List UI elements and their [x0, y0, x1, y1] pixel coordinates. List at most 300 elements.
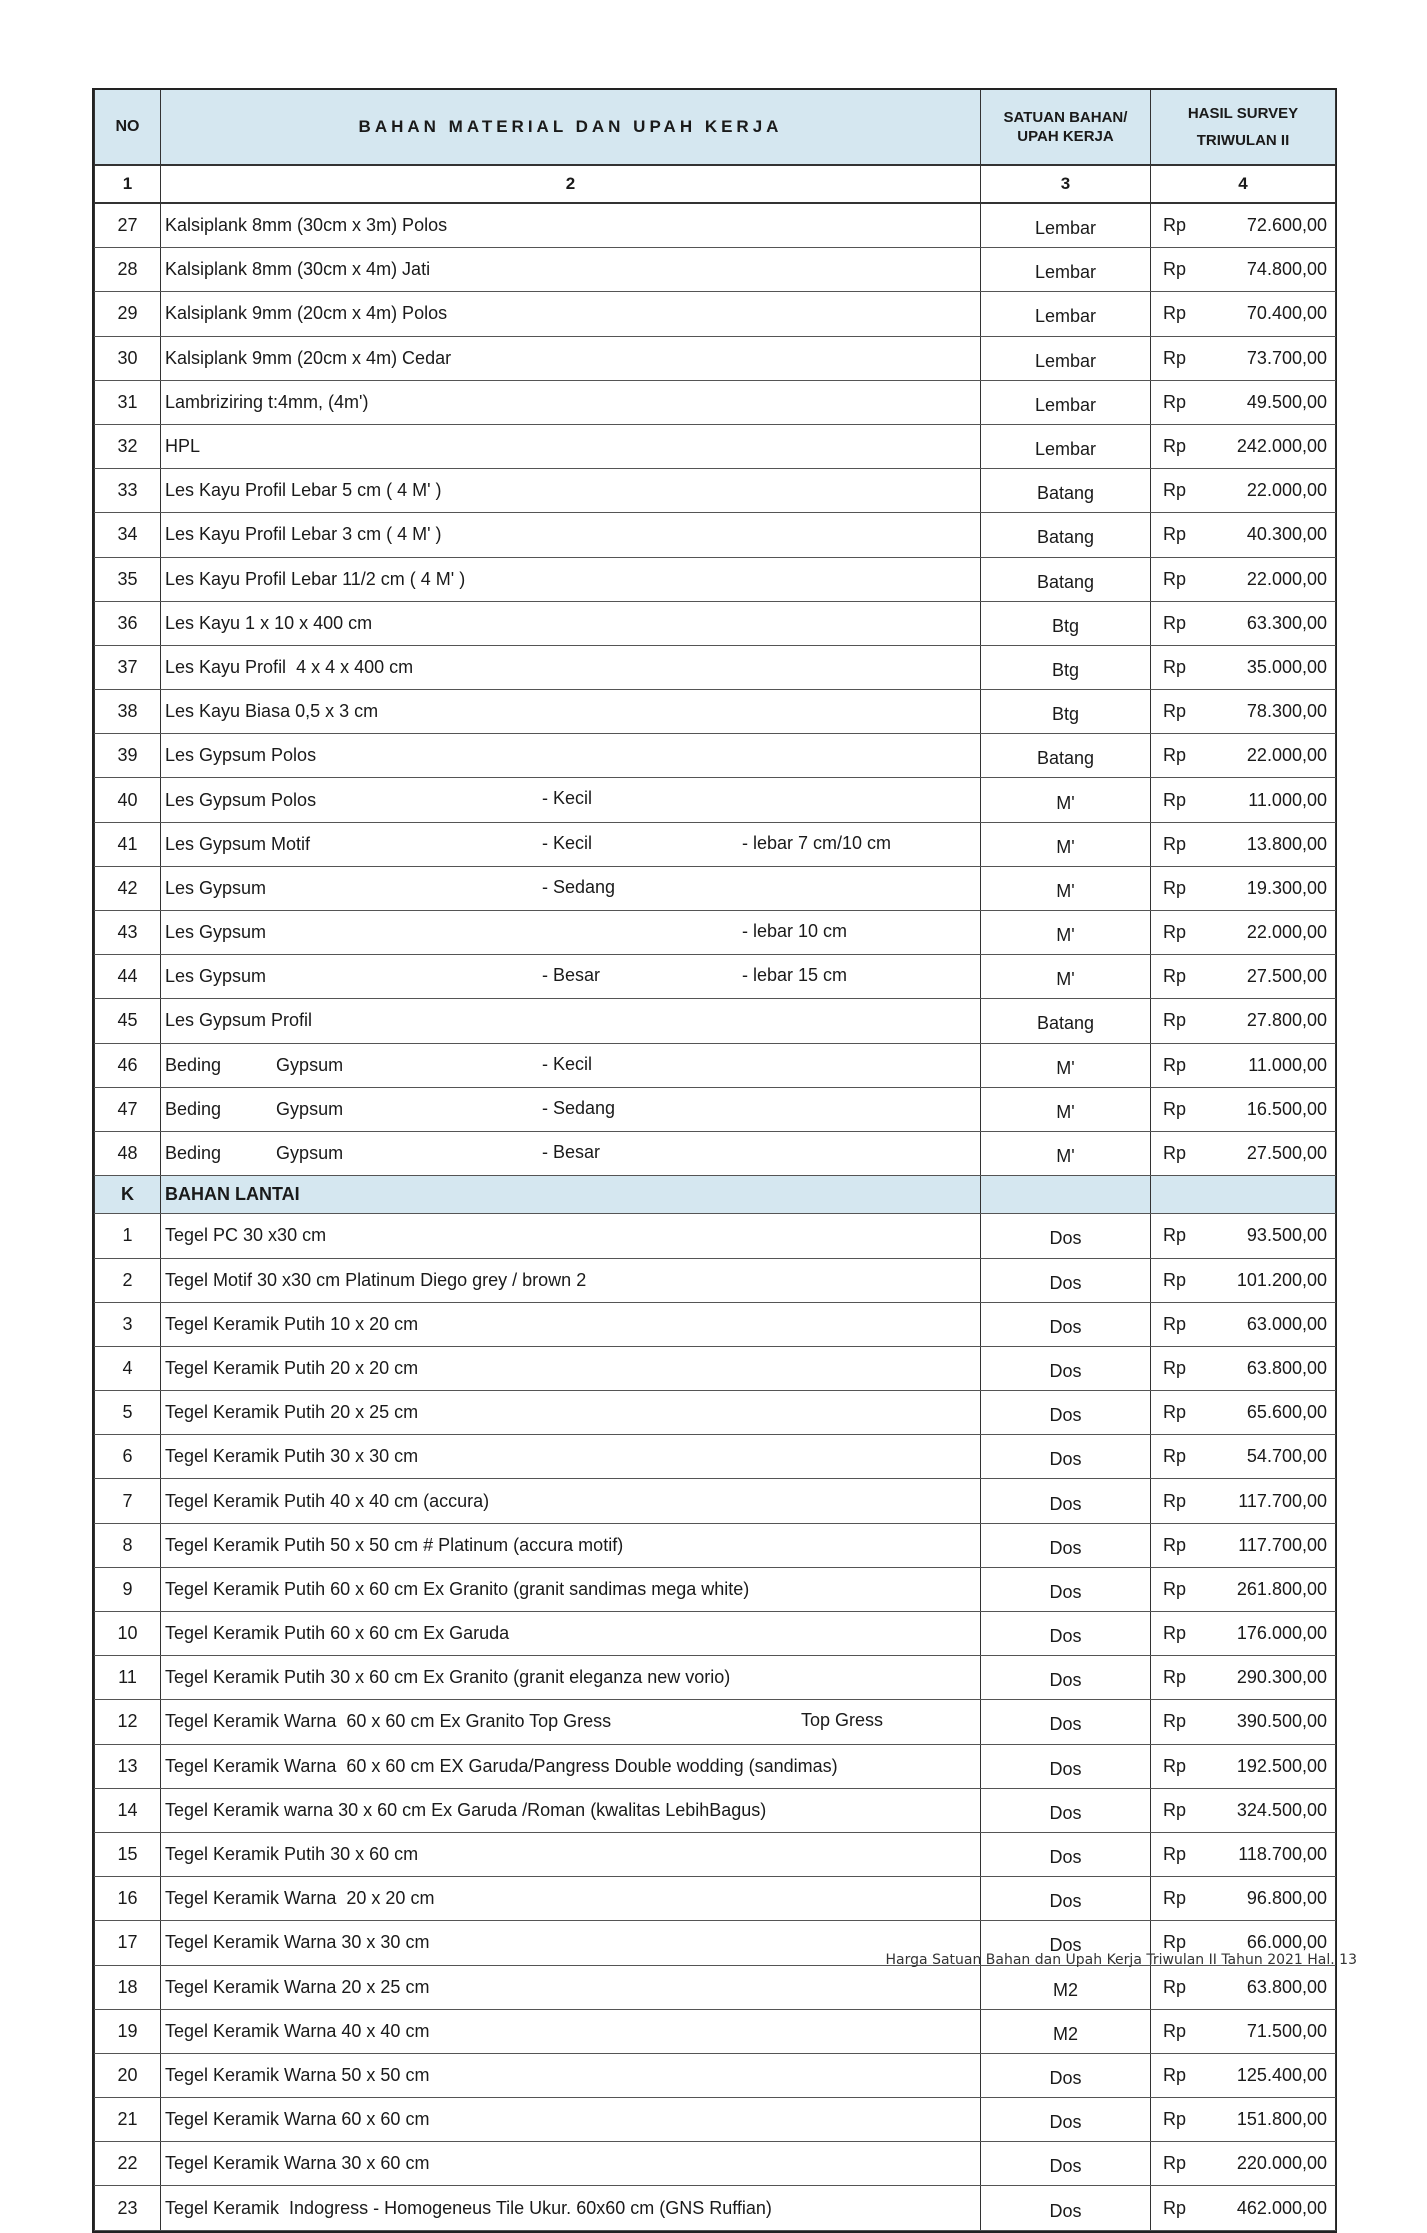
- row-price: 40.300,00: [1206, 513, 1336, 557]
- row-description: [161, 1965, 981, 2009]
- row-currency: Rp: [1151, 999, 1206, 1043]
- table-row: [95, 601, 1336, 645]
- row-currency: Rp: [1151, 1788, 1206, 1832]
- table-row: [95, 1435, 1336, 1479]
- row-currency: Rp: [1151, 469, 1206, 513]
- table-row: [95, 1567, 1336, 1611]
- row-description-text: Tegel Keramik Warna 30 x 30 cm: [165, 1932, 430, 1953]
- row-number: 41: [95, 822, 161, 866]
- row-unit: Dos: [981, 2186, 1151, 2230]
- row-number: 18: [95, 1965, 161, 2009]
- row-unit: Dos: [981, 1788, 1151, 1832]
- row-description: [161, 336, 981, 380]
- row-description-text: Beding Gypsum: [165, 1054, 344, 1075]
- table-row: [95, 469, 1336, 513]
- column-number: 4: [1151, 165, 1336, 203]
- column-number: 2: [161, 165, 981, 203]
- row-size-note: - Besar: [542, 965, 601, 986]
- row-unit: M': [981, 911, 1151, 955]
- table-row: [95, 1087, 1336, 1131]
- row-price: 220.000,00: [1206, 2142, 1336, 2186]
- table-row: [95, 557, 1336, 601]
- row-currency: Rp: [1151, 380, 1206, 424]
- column-number-row: [95, 165, 1336, 203]
- row-currency: Rp: [1151, 1346, 1206, 1390]
- row-unit: M': [981, 778, 1151, 822]
- row-price: 462.000,00: [1206, 2186, 1336, 2230]
- table-header-row: [95, 90, 1336, 165]
- row-price: 70.400,00: [1206, 292, 1336, 336]
- row-price: 63.300,00: [1206, 601, 1336, 645]
- row-unit: Dos: [981, 2053, 1151, 2097]
- row-description: [161, 1214, 981, 1258]
- table-row: [95, 1131, 1336, 1175]
- row-unit: Dos: [981, 1346, 1151, 1390]
- price-table-sheet: [92, 88, 1337, 2233]
- row-description-text: HPL: [165, 436, 201, 457]
- header-title: BAHAN MATERIAL DAN UPAH KERJA: [161, 90, 981, 165]
- row-price: 63.000,00: [1206, 1302, 1336, 1346]
- row-unit: Lembar: [981, 248, 1151, 292]
- row-size-note: - Kecil: [542, 788, 593, 809]
- row-currency: Rp: [1151, 424, 1206, 468]
- section-row: [95, 1176, 1336, 1214]
- row-description: [161, 1087, 981, 1131]
- row-currency: Rp: [1151, 513, 1206, 557]
- row-number: 30: [95, 336, 161, 380]
- row-number: 17: [95, 1921, 161, 1965]
- row-size-note: - Besar: [542, 1141, 601, 1162]
- row-unit: Dos: [981, 1744, 1151, 1788]
- row-currency: Rp: [1151, 1258, 1206, 1302]
- row-price: 151.800,00: [1206, 2098, 1336, 2142]
- row-number: 35: [95, 557, 161, 601]
- row-number: 28: [95, 248, 161, 292]
- row-description: [161, 1700, 981, 1744]
- row-unit: M': [981, 1131, 1151, 1175]
- table-row: [95, 1832, 1336, 1876]
- row-width-note: - lebar 15 cm: [742, 965, 848, 986]
- table-row: [95, 1523, 1336, 1567]
- row-description: [161, 1612, 981, 1656]
- row-price: 35.000,00: [1206, 645, 1336, 689]
- row-unit: Dos: [981, 1523, 1151, 1567]
- row-unit: Dos: [981, 1700, 1151, 1744]
- section-code: K: [95, 1176, 161, 1214]
- table-row: [95, 1043, 1336, 1087]
- row-price: 22.000,00: [1206, 911, 1336, 955]
- row-price: 117.700,00: [1206, 1479, 1336, 1523]
- header-survey-line2: TRIWULAN II: [1196, 132, 1290, 149]
- row-price: 72.600,00: [1206, 203, 1336, 248]
- row-price: 125.400,00: [1206, 2053, 1336, 2097]
- table-row: [95, 1877, 1336, 1921]
- row-price: 11.000,00: [1206, 778, 1336, 822]
- row-currency: Rp: [1151, 1087, 1206, 1131]
- header-survey-line1: HASIL SURVEY: [1187, 105, 1299, 122]
- row-description-text: Les Kayu Profil Lebar 3 cm ( 4 M' ): [165, 524, 442, 545]
- row-price: 27.800,00: [1206, 999, 1336, 1043]
- row-currency: Rp: [1151, 1965, 1206, 2009]
- row-description-text: Tegel Keramik Putih 30 x 60 cm Ex Granito (granit eleganza new vorio): [165, 1667, 731, 1688]
- row-unit: M': [981, 866, 1151, 910]
- row-currency: Rp: [1151, 1656, 1206, 1700]
- row-description-text: Tegel Keramik Warna 40 x 40 cm: [165, 2020, 430, 2041]
- row-number: 47: [95, 1087, 161, 1131]
- row-unit: Batang: [981, 734, 1151, 778]
- row-width-note: - lebar 10 cm: [742, 921, 848, 941]
- row-description: [161, 1877, 981, 1921]
- row-unit: Btg: [981, 601, 1151, 645]
- row-unit: M2: [981, 2009, 1151, 2053]
- row-unit: Dos: [981, 2098, 1151, 2142]
- row-number: 45: [95, 999, 161, 1043]
- row-description: [161, 1258, 981, 1302]
- row-number: 21: [95, 2098, 161, 2142]
- row-description-text: Tegel Keramik warna 30 x 60 cm Ex Garuda /Roman (kwalitas LebihBagus): [165, 1799, 767, 1820]
- row-description: [161, 1479, 981, 1523]
- row-description: [161, 1921, 981, 1965]
- row-number: 39: [95, 734, 161, 778]
- row-currency: Rp: [1151, 557, 1206, 601]
- row-price: 261.800,00: [1206, 1567, 1336, 1611]
- table-row: [95, 645, 1336, 689]
- row-unit: M': [981, 822, 1151, 866]
- row-price: 176.000,00: [1206, 1612, 1336, 1656]
- section-title: BAHAN LANTAI: [161, 1176, 981, 1214]
- row-description: [161, 2009, 981, 2053]
- row-description-text: Tegel Keramik Warna 60 x 60 cm EX Garuda/Pangress Double wodding (sandimas): [165, 1755, 838, 1776]
- row-unit: Dos: [981, 1567, 1151, 1611]
- price-table: [94, 90, 1336, 2231]
- table-row: [95, 513, 1336, 557]
- row-unit: Dos: [981, 1656, 1151, 1700]
- row-number: 44: [95, 955, 161, 999]
- row-number: 42: [95, 866, 161, 910]
- row-description: [161, 822, 981, 866]
- row-unit: Dos: [981, 1258, 1151, 1302]
- row-currency: Rp: [1151, 778, 1206, 822]
- row-number: 48: [95, 1131, 161, 1175]
- row-currency: Rp: [1151, 1832, 1206, 1876]
- row-unit: Lembar: [981, 336, 1151, 380]
- row-description-text: Lambriziring t:4mm, (4m'): [165, 391, 369, 412]
- row-number: 46: [95, 1043, 161, 1087]
- row-price: 74.800,00: [1206, 248, 1336, 292]
- row-currency: Rp: [1151, 1700, 1206, 1744]
- row-currency: Rp: [1151, 2009, 1206, 2053]
- row-number: 10: [95, 1612, 161, 1656]
- row-description-text: Les Gypsum Motif: [165, 833, 311, 854]
- table-row: [95, 380, 1336, 424]
- row-currency: Rp: [1151, 2142, 1206, 2186]
- row-price: 324.500,00: [1206, 1788, 1336, 1832]
- row-description-text: Tegel Keramik Warna 30 x 60 cm: [165, 2153, 430, 2174]
- table-row: [95, 1744, 1336, 1788]
- table-row: [95, 2142, 1336, 2186]
- row-description: [161, 866, 981, 910]
- row-number: 13: [95, 1744, 161, 1788]
- row-price: 118.700,00: [1206, 1832, 1336, 1876]
- row-price: 54.700,00: [1206, 1435, 1336, 1479]
- header-no: NO: [95, 90, 161, 165]
- row-price: 63.800,00: [1206, 1965, 1336, 2009]
- row-description: [161, 734, 981, 778]
- row-description: [161, 601, 981, 645]
- row-description: [161, 1656, 981, 1700]
- table-row: [95, 1214, 1336, 1258]
- row-unit: Btg: [981, 645, 1151, 689]
- row-description-text: Les Gypsum: [165, 922, 267, 943]
- row-number: 6: [95, 1435, 161, 1479]
- table-row: [95, 1700, 1336, 1744]
- row-number: 43: [95, 911, 161, 955]
- row-description-text: Les Kayu Biasa 0,5 x 3 cm: [165, 701, 379, 722]
- row-description: [161, 1523, 981, 1567]
- row-number: 33: [95, 469, 161, 513]
- row-currency: Rp: [1151, 203, 1206, 248]
- row-price: 101.200,00: [1206, 1258, 1336, 1302]
- table-row: [95, 1788, 1336, 1832]
- row-description-text: Tegel Keramik Putih 60 x 60 cm Ex Garuda: [165, 1623, 510, 1644]
- row-description: [161, 778, 981, 822]
- row-currency: Rp: [1151, 1391, 1206, 1435]
- row-unit: Dos: [981, 1921, 1151, 1965]
- row-description: [161, 292, 981, 336]
- row-currency: Rp: [1151, 2098, 1206, 2142]
- row-description: [161, 1832, 981, 1876]
- row-description-text: Tegel Keramik Putih 30 x 60 cm: [165, 1844, 419, 1865]
- row-currency: Rp: [1151, 292, 1206, 336]
- row-currency: Rp: [1151, 1435, 1206, 1479]
- row-number: 37: [95, 645, 161, 689]
- row-currency: Rp: [1151, 1744, 1206, 1788]
- row-number: 2: [95, 1258, 161, 1302]
- page-footer: Harga Satuan Bahan dan Upah Kerja Triwulan II Tahun 2021 Hal. 13: [885, 1952, 1357, 1968]
- row-description-text: Les Gypsum: [165, 966, 267, 987]
- row-price: 65.600,00: [1206, 1391, 1336, 1435]
- column-number: 3: [981, 165, 1151, 203]
- row-currency: Rp: [1151, 1567, 1206, 1611]
- table-row: [95, 955, 1336, 999]
- row-size-note: - Kecil: [542, 1053, 593, 1074]
- row-currency: Rp: [1151, 1214, 1206, 1258]
- row-price: 19.300,00: [1206, 866, 1336, 910]
- section-unit-blank: [981, 1176, 1151, 1214]
- table-row: [95, 424, 1336, 468]
- row-description-text: Tegel Keramik Putih 20 x 20 cm: [165, 1357, 419, 1378]
- table-row: [95, 690, 1336, 734]
- row-price: 22.000,00: [1206, 469, 1336, 513]
- row-number: 12: [95, 1700, 161, 1744]
- row-description: [161, 645, 981, 689]
- row-size-note: - Kecil: [542, 832, 593, 853]
- header-survey: [1151, 90, 1336, 165]
- row-description-text: Les Gypsum Polos: [165, 789, 317, 810]
- table-row: [95, 778, 1336, 822]
- row-price: 22.000,00: [1206, 557, 1336, 601]
- table-row: [95, 1302, 1336, 1346]
- row-currency: Rp: [1151, 1479, 1206, 1523]
- row-description: [161, 203, 981, 248]
- row-number: 15: [95, 1832, 161, 1876]
- header-unit-line2: UPAH KERJA: [1017, 128, 1114, 145]
- row-size-note: - Sedang: [542, 876, 616, 897]
- row-description: [161, 424, 981, 468]
- row-number: 11: [95, 1656, 161, 1700]
- row-unit: Btg: [981, 690, 1151, 734]
- row-number: 7: [95, 1479, 161, 1523]
- row-size-note: - Sedang: [542, 1097, 616, 1118]
- row-number: 3: [95, 1302, 161, 1346]
- row-number: 31: [95, 380, 161, 424]
- row-number: 8: [95, 1523, 161, 1567]
- row-price: 49.500,00: [1206, 380, 1336, 424]
- row-description: [161, 999, 981, 1043]
- row-description: [161, 1131, 981, 1175]
- row-unit: Batang: [981, 469, 1151, 513]
- row-description: [161, 911, 981, 955]
- row-description: [161, 469, 981, 513]
- row-description-text: Tegel Keramik Putih 60 x 60 cm Ex Granito (granit sandimas mega white): [165, 1578, 750, 1599]
- row-price: 27.500,00: [1206, 1131, 1336, 1175]
- row-description: [161, 690, 981, 734]
- row-description: [161, 513, 981, 557]
- row-number: 14: [95, 1788, 161, 1832]
- row-description: [161, 2098, 981, 2142]
- table-row: [95, 866, 1336, 910]
- row-unit: M': [981, 1087, 1151, 1131]
- row-description-text: Les Kayu Profil 4 x 4 x 400 cm: [165, 656, 414, 677]
- table-body: [95, 203, 1336, 2230]
- row-unit: Lembar: [981, 292, 1151, 336]
- row-description: [161, 955, 981, 999]
- table-row: [95, 1346, 1336, 1390]
- row-description-text: Les Gypsum: [165, 877, 267, 898]
- table-row: [95, 734, 1336, 778]
- row-description-text: Tegel Keramik Warna 60 x 60 cm Ex Granito Top Gress: [165, 1711, 612, 1732]
- row-unit: M': [981, 955, 1151, 999]
- row-currency: Rp: [1151, 1131, 1206, 1175]
- header-unit-line1: SATUAN BAHAN/: [1003, 109, 1128, 126]
- row-currency: Rp: [1151, 2186, 1206, 2230]
- row-number: 23: [95, 2186, 161, 2230]
- row-number: 4: [95, 1346, 161, 1390]
- row-number: 22: [95, 2142, 161, 2186]
- row-description-text: Tegel Keramik Putih 40 x 40 cm (accura): [165, 1490, 490, 1511]
- row-description-text: Beding Gypsum: [165, 1143, 344, 1164]
- row-number: 27: [95, 203, 161, 248]
- section-price-blank: [1151, 1176, 1336, 1214]
- row-unit: Dos: [981, 1877, 1151, 1921]
- row-unit: M2: [981, 1965, 1151, 2009]
- row-currency: Rp: [1151, 601, 1206, 645]
- table-row: [95, 1612, 1336, 1656]
- row-unit: Dos: [981, 1391, 1151, 1435]
- row-number: 20: [95, 2053, 161, 2097]
- row-currency: Rp: [1151, 911, 1206, 955]
- row-price: 66.000,00: [1206, 1921, 1336, 1965]
- row-description-text: Tegel Keramik Putih 10 x 20 cm: [165, 1313, 419, 1334]
- row-price: 63.800,00: [1206, 1346, 1336, 1390]
- table-row: [95, 2098, 1336, 2142]
- header-unit: [981, 90, 1151, 165]
- row-description-text: Les Gypsum Profil: [165, 1010, 313, 1031]
- row-currency: Rp: [1151, 955, 1206, 999]
- row-price: 117.700,00: [1206, 1523, 1336, 1567]
- table-row: [95, 911, 1336, 955]
- row-description: [161, 1346, 981, 1390]
- row-price: 242.000,00: [1206, 424, 1336, 468]
- row-number: 9: [95, 1567, 161, 1611]
- row-currency: Rp: [1151, 1877, 1206, 1921]
- table-row: [95, 1479, 1336, 1523]
- table-row: [95, 2053, 1336, 2097]
- row-description-text: Tegel Keramik Warna 60 x 60 cm: [165, 2109, 430, 2130]
- row-description-text: Tegel Keramik Putih 20 x 25 cm: [165, 1402, 419, 1423]
- row-description-text: Kalsiplank 9mm (20cm x 4m) Cedar: [165, 347, 452, 368]
- row-currency: Rp: [1151, 866, 1206, 910]
- row-price: 16.500,00: [1206, 1087, 1336, 1131]
- row-description-text: Kalsiplank 8mm (30cm x 4m) Jati: [165, 259, 431, 280]
- row-price: 27.500,00: [1206, 955, 1336, 999]
- row-currency: Rp: [1151, 2053, 1206, 2097]
- row-unit: Dos: [981, 1612, 1151, 1656]
- row-description-text: Les Kayu Profil Lebar 5 cm ( 4 M' ): [165, 480, 442, 501]
- row-unit: Batang: [981, 999, 1151, 1043]
- row-description: [161, 248, 981, 292]
- row-price: 78.300,00: [1206, 690, 1336, 734]
- row-description: [161, 1435, 981, 1479]
- table-row: [95, 999, 1336, 1043]
- row-number: 40: [95, 778, 161, 822]
- row-price: 22.000,00: [1206, 734, 1336, 778]
- row-description-text: Les Gypsum Polos: [165, 745, 317, 766]
- table-row: [95, 1391, 1336, 1435]
- row-price: 93.500,00: [1206, 1214, 1336, 1258]
- row-price: 96.800,00: [1206, 1877, 1336, 1921]
- row-currency: Rp: [1151, 645, 1206, 689]
- row-description: [161, 1043, 981, 1087]
- table-row: [95, 248, 1336, 292]
- row-price: 11.000,00: [1206, 1043, 1336, 1087]
- table-row: [95, 203, 1336, 248]
- row-currency: Rp: [1151, 336, 1206, 380]
- row-currency: Rp: [1151, 1523, 1206, 1567]
- row-description-text: Les Kayu Profil Lebar 11/2 cm ( 4 M' ): [165, 568, 466, 589]
- table-row: [95, 1656, 1336, 1700]
- row-description: [161, 2142, 981, 2186]
- row-currency: Rp: [1151, 1612, 1206, 1656]
- row-currency: Rp: [1151, 734, 1206, 778]
- row-unit: Dos: [981, 1435, 1151, 1479]
- row-currency: Rp: [1151, 1302, 1206, 1346]
- table-row: [95, 2009, 1336, 2053]
- row-description-text: Tegel Keramik Indogress - Homogeneus Tile Ukur. 60x60 cm (GNS Ruffian): [165, 2197, 772, 2218]
- row-unit: Dos: [981, 2142, 1151, 2186]
- row-number: 36: [95, 601, 161, 645]
- row-price: 290.300,00: [1206, 1656, 1336, 1700]
- row-unit: Lembar: [981, 380, 1151, 424]
- row-description-text: Tegel Keramik Putih 30 x 30 cm: [165, 1446, 419, 1467]
- row-number: 34: [95, 513, 161, 557]
- row-unit: Dos: [981, 1479, 1151, 1523]
- table-row: [95, 336, 1336, 380]
- row-description: [161, 1391, 981, 1435]
- row-description-text: Tegel PC 30 x30 cm: [165, 1225, 327, 1246]
- row-number: 5: [95, 1391, 161, 1435]
- row-price: 192.500,00: [1206, 1744, 1336, 1788]
